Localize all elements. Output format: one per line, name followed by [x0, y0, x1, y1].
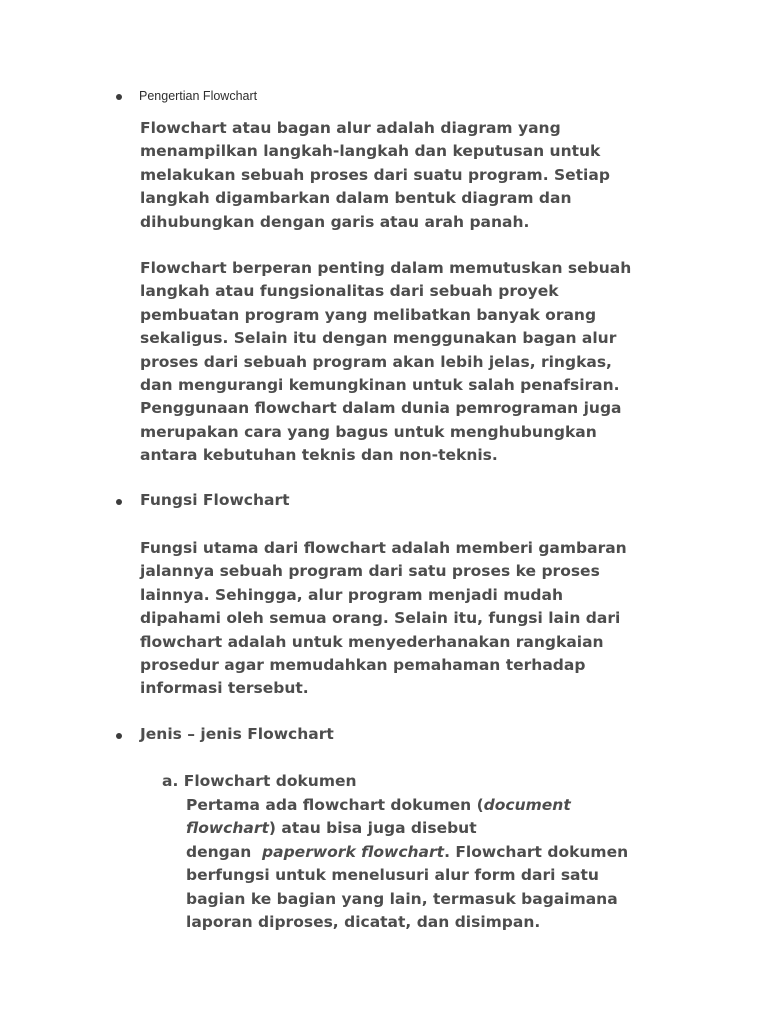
paragraph-line: lainnya. Sehingga, alur program menjadi mudah — [140, 585, 564, 604]
paragraph-line: merupakan cara yang bagus untuk menghubungkan — [140, 422, 597, 441]
paragraph-line: menampilkan langkah-langkah dan keputusan untuk — [140, 142, 601, 161]
paragraph-line: pembuatan program yang melibatkan banyak orang — [140, 305, 597, 324]
paragraph-line: dihubungkan dengan garis atau arah panah. — [140, 212, 530, 231]
italic-term: document — [483, 796, 571, 814]
paragraph-line: bagian ke bagian yang lain, termasuk bagaimana — [186, 889, 618, 908]
paragraph-line: berfungsi untuk menelusuri alur form dari satu — [186, 866, 599, 885]
italic-term: flowchart — [186, 819, 269, 838]
paragraph-line: langkah digambarkan dalam bentuk diagram dan — [140, 189, 572, 208]
section-heading-jenis: Jenis – jenis Flowchart — [140, 725, 334, 743]
section-heading-fungsi: Fungsi Flowchart — [140, 491, 290, 509]
text-run: Pertama ada flowchart dokumen ( — [186, 796, 484, 814]
italic-term: paperwork flowchart — [262, 842, 445, 861]
paragraph-line: langkah atau fungsionalitas dari sebuah proyek — [140, 282, 559, 301]
text-run: . Flowchart dokumen — [444, 842, 629, 861]
paragraph-fungsi — [140, 537, 627, 701]
text-run: ) atau bisa juga disebut — [268, 819, 477, 838]
bullet-icon — [116, 733, 122, 739]
paragraph-pengertian-1 — [140, 117, 610, 234]
text-run: dengan — [186, 842, 263, 861]
paragraph-flowchart-dokumen — [186, 794, 628, 934]
paragraph-line: Fungsi utama dari flowchart adalah memberi gambaran — [140, 539, 627, 557]
bullet-icon — [116, 499, 122, 505]
paragraph-line: informasi tersebut. — [140, 679, 309, 698]
paragraph-line: antara kebutuhan teknis dan non-teknis. — [140, 446, 498, 465]
paragraph-line: flowchart adalah untuk menyederhanakan rangkaian — [140, 632, 604, 651]
paragraph-pengertian-2 — [140, 257, 631, 468]
list-item-label-a: a. Flowchart dokumen — [162, 772, 357, 790]
paragraph-line: sekaligus. Selain itu dengan menggunakan bagan alur — [140, 329, 617, 348]
paragraph-line: Flowchart atau bagan alur adalah diagram yang — [140, 119, 561, 137]
bullet-icon — [116, 94, 122, 100]
paragraph-line: proses dari sebuah program akan lebih jelas, ringkas, — [140, 352, 612, 371]
paragraph-line: prosedur agar memudahkan pemahaman terhadap — [140, 656, 586, 675]
paragraph-line: dan mengurangi kemungkinan untuk salah penafsiran. — [140, 376, 620, 395]
paragraph-line: melakukan sebuah proses dari suatu program. Setiap — [140, 165, 610, 184]
paragraph-line: Flowchart berperan penting dalam memutuskan sebuah — [140, 259, 632, 277]
paragraph-line: Penggunaan flowchart dalam dunia pemrograman juga — [140, 399, 622, 418]
paragraph-line — [186, 817, 628, 840]
paragraph-line — [186, 794, 628, 817]
paragraph-line: jalannya sebuah program dari satu proses ke proses — [140, 562, 600, 581]
section-heading-pengertian: Pengertian Flowchart — [139, 89, 258, 103]
paragraph-line — [186, 841, 628, 864]
paragraph-line: dipahami oleh semua orang. Selain itu, fungsi lain dari — [140, 609, 621, 628]
paragraph-line: laporan diproses, dicatat, dan disimpan. — [186, 913, 541, 932]
